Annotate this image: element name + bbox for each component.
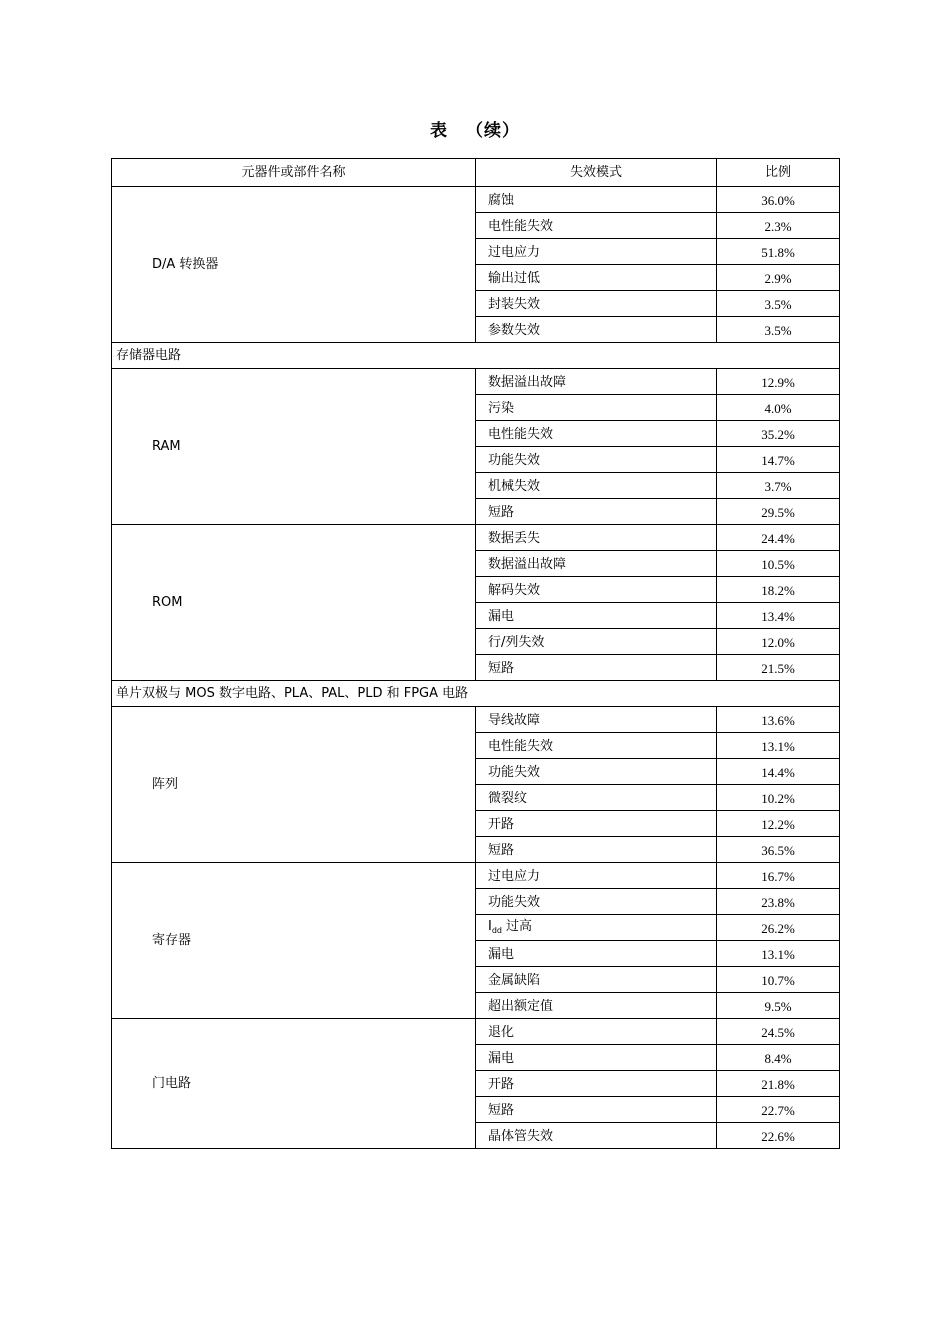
failure-ratio-value: 21.8% xyxy=(761,1077,795,1092)
failure-ratio-value: 24.5% xyxy=(761,1025,795,1040)
failure-mode-table xyxy=(111,158,840,1149)
failure-mode xyxy=(476,915,717,941)
failure-ratio xyxy=(717,1097,840,1123)
failure-ratio-value: 35.2% xyxy=(761,427,795,442)
failure-mode xyxy=(476,421,717,447)
component-name: 门电路 xyxy=(112,1019,476,1149)
failure-ratio xyxy=(717,577,840,603)
component-name: 寄存器 xyxy=(112,863,476,1019)
failure-mode xyxy=(476,291,717,317)
failure-ratio-value: 13.4% xyxy=(761,609,795,624)
failure-mode-text: 漏电 xyxy=(488,609,515,624)
failure-ratio-value: 24.4% xyxy=(761,531,795,546)
failure-mode xyxy=(476,265,717,291)
failure-ratio xyxy=(717,889,840,915)
failure-ratio-value: 10.2% xyxy=(761,791,795,806)
failure-ratio xyxy=(717,707,840,733)
failure-mode-text: 解码失效 xyxy=(488,583,541,598)
failure-ratio xyxy=(717,1019,840,1045)
failure-mode-text: 过电应力 xyxy=(488,245,541,260)
header-component: 元器件或部件名称 xyxy=(112,159,476,187)
failure-mode-text: 功能失效 xyxy=(488,765,541,780)
failure-ratio-value: 8.4% xyxy=(764,1051,792,1066)
failure-ratio xyxy=(717,1123,840,1149)
failure-mode xyxy=(476,187,717,213)
failure-mode-text: 过电应力 xyxy=(488,869,541,884)
failure-ratio-value: 4.0% xyxy=(764,401,792,416)
failure-ratio xyxy=(717,915,840,941)
failure-mode-text: 数据溢出故障 xyxy=(488,557,567,572)
failure-mode xyxy=(476,655,717,681)
failure-ratio xyxy=(717,655,840,681)
failure-mode-text: 开路 xyxy=(488,1077,515,1092)
title-main: 表 xyxy=(430,121,448,141)
table-title xyxy=(0,116,950,141)
failure-mode-suffix: 过高 xyxy=(506,919,533,934)
failure-mode-text: 漏电 xyxy=(488,947,515,962)
failure-mode-text: 电性能失效 xyxy=(488,739,554,754)
failure-mode xyxy=(476,1123,717,1149)
failure-ratio xyxy=(717,785,840,811)
failure-ratio-value: 36.0% xyxy=(761,193,795,208)
failure-ratio xyxy=(717,317,840,343)
failure-mode-text: 数据溢出故障 xyxy=(488,375,567,390)
failure-mode xyxy=(476,603,717,629)
failure-ratio-value: 22.6% xyxy=(761,1129,795,1144)
failure-mode-text: 参数失效 xyxy=(488,323,541,338)
failure-mode xyxy=(476,473,717,499)
failure-mode xyxy=(476,239,717,265)
failure-ratio xyxy=(717,863,840,889)
failure-mode-text: 污染 xyxy=(488,401,515,416)
failure-mode xyxy=(476,889,717,915)
component-name: 阵列 xyxy=(112,707,476,863)
table-row xyxy=(112,863,840,889)
failure-ratio-value: 23.8% xyxy=(761,895,795,910)
failure-mode-text: 功能失效 xyxy=(488,453,541,468)
failure-mode xyxy=(476,499,717,525)
failure-ratio-value: 12.2% xyxy=(761,817,795,832)
failure-ratio-value: 14.7% xyxy=(761,453,795,468)
failure-mode xyxy=(476,1097,717,1123)
failure-mode-text: 数据丢失 xyxy=(488,531,541,546)
failure-ratio xyxy=(717,239,840,265)
title-continued: （续） xyxy=(466,121,520,141)
table-row xyxy=(112,369,840,395)
failure-ratio-value: 10.5% xyxy=(761,557,795,572)
failure-mode xyxy=(476,967,717,993)
failure-ratio-value: 2.9% xyxy=(764,271,792,286)
failure-mode-text: 输出过低 xyxy=(488,271,541,286)
failure-mode-text: 导线故障 xyxy=(488,713,541,728)
failure-mode xyxy=(476,863,717,889)
failure-ratio-value: 13.6% xyxy=(761,713,795,728)
failure-ratio-value: 18.2% xyxy=(761,583,795,598)
failure-ratio-value: 3.5% xyxy=(764,323,792,338)
failure-ratio xyxy=(717,967,840,993)
failure-mode-text: 封装失效 xyxy=(488,297,541,312)
failure-ratio xyxy=(717,941,840,967)
table-row xyxy=(112,707,840,733)
failure-ratio xyxy=(717,811,840,837)
failure-ratio-value: 14.4% xyxy=(761,765,795,780)
component-name: RAM xyxy=(112,369,476,525)
component-name: ROM xyxy=(112,525,476,681)
section-row xyxy=(112,681,840,707)
failure-mode-text: 机械失效 xyxy=(488,479,541,494)
failure-ratio xyxy=(717,187,840,213)
failure-mode xyxy=(476,1019,717,1045)
failure-mode xyxy=(476,395,717,421)
failure-ratio-value: 51.8% xyxy=(761,245,795,260)
failure-mode xyxy=(476,577,717,603)
failure-mode xyxy=(476,551,717,577)
failure-mode-text: 短路 xyxy=(488,661,515,676)
section-label: 单片双极与 MOS 数字电路、PLA、PAL、PLD 和 FPGA 电路 xyxy=(112,681,840,707)
failure-ratio xyxy=(717,421,840,447)
failure-ratio xyxy=(717,499,840,525)
failure-mode-text: 功能失效 xyxy=(488,895,541,910)
failure-ratio-value: 36.5% xyxy=(761,843,795,858)
failure-ratio xyxy=(717,369,840,395)
failure-mode xyxy=(476,525,717,551)
failure-ratio-value: 21.5% xyxy=(761,661,795,676)
failure-ratio-value: 9.5% xyxy=(764,999,792,1014)
failure-ratio xyxy=(717,759,840,785)
failure-mode-text: 短路 xyxy=(488,1103,515,1118)
failure-mode xyxy=(476,785,717,811)
failure-mode xyxy=(476,317,717,343)
failure-mode xyxy=(476,213,717,239)
failure-mode xyxy=(476,759,717,785)
section-row xyxy=(112,343,840,369)
header-ratio: 比例 xyxy=(717,159,840,187)
failure-ratio-value: 3.5% xyxy=(764,297,792,312)
failure-mode xyxy=(476,1045,717,1071)
failure-ratio xyxy=(717,993,840,1019)
failure-ratio xyxy=(717,213,840,239)
failure-ratio-value: 22.7% xyxy=(761,1103,795,1118)
failure-mode-text: 短路 xyxy=(488,843,515,858)
failure-ratio xyxy=(717,447,840,473)
failure-mode-subscript: dd xyxy=(491,926,502,935)
failure-mode-symbol: I xyxy=(488,919,492,934)
failure-ratio xyxy=(717,603,840,629)
failure-ratio xyxy=(717,473,840,499)
failure-ratio-value: 3.7% xyxy=(764,479,792,494)
failure-mode-text: 微裂纹 xyxy=(488,791,528,806)
failure-ratio-value: 13.1% xyxy=(761,739,795,754)
failure-ratio xyxy=(717,1071,840,1097)
failure-mode-text: 漏电 xyxy=(488,1051,515,1066)
table-row xyxy=(112,1019,840,1045)
failure-mode-text: 退化 xyxy=(488,1025,515,1040)
failure-ratio xyxy=(717,525,840,551)
failure-ratio-value: 13.1% xyxy=(761,947,795,962)
failure-ratio xyxy=(717,733,840,759)
failure-ratio-value: 26.2% xyxy=(761,921,795,936)
failure-mode-text: 短路 xyxy=(488,505,515,520)
failure-ratio-value: 29.5% xyxy=(761,505,795,520)
failure-mode xyxy=(476,447,717,473)
failure-mode-text: 超出额定值 xyxy=(488,999,554,1014)
failure-mode-text: 金属缺陷 xyxy=(488,973,541,988)
table-row xyxy=(112,187,840,213)
failure-mode xyxy=(476,629,717,655)
failure-ratio-value: 16.7% xyxy=(761,869,795,884)
failure-mode xyxy=(476,733,717,759)
failure-ratio-value: 10.7% xyxy=(761,973,795,988)
failure-mode xyxy=(476,811,717,837)
failure-ratio-value: 12.9% xyxy=(761,375,795,390)
section-label: 存储器电路 xyxy=(112,343,840,369)
component-name: D/A 转换器 xyxy=(112,187,476,343)
table-row xyxy=(112,525,840,551)
failure-ratio xyxy=(717,629,840,655)
header-failure-mode: 失效模式 xyxy=(476,159,717,187)
failure-mode-text: 电性能失效 xyxy=(488,219,554,234)
failure-mode-text: 开路 xyxy=(488,817,515,832)
failure-mode-text: 腐蚀 xyxy=(488,193,515,208)
failure-ratio xyxy=(717,1045,840,1071)
failure-ratio xyxy=(717,551,840,577)
header-row xyxy=(112,159,840,187)
failure-ratio xyxy=(717,291,840,317)
failure-mode xyxy=(476,837,717,863)
failure-mode xyxy=(476,369,717,395)
failure-mode-text: 晶体管失效 xyxy=(488,1129,554,1144)
failure-mode xyxy=(476,1071,717,1097)
failure-ratio xyxy=(717,265,840,291)
failure-ratio-value: 2.3% xyxy=(764,219,792,234)
failure-ratio-value: 12.0% xyxy=(761,635,795,650)
table-body xyxy=(112,187,840,1149)
failure-ratio xyxy=(717,837,840,863)
failure-mode xyxy=(476,993,717,1019)
failure-mode xyxy=(476,707,717,733)
failure-mode-text: 行/列失效 xyxy=(488,635,545,650)
failure-ratio xyxy=(717,395,840,421)
failure-mode-text: 电性能失效 xyxy=(488,427,554,442)
failure-mode xyxy=(476,941,717,967)
